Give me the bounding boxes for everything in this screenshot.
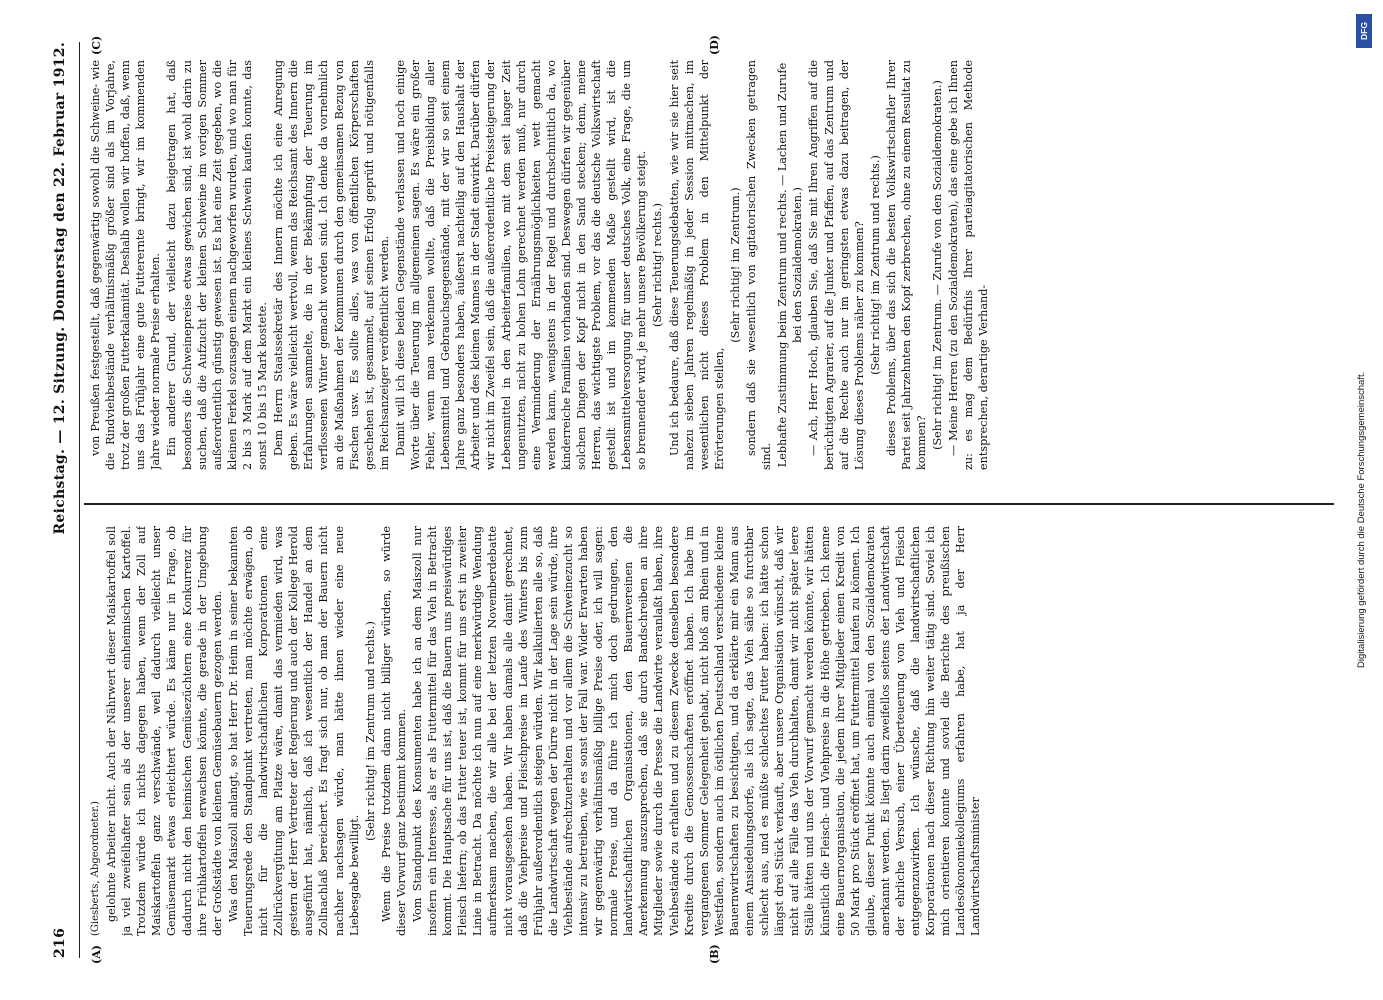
paragraph: gelohnte Arbeiter nicht. Auch der Nährwert dieser Maiskartoffel soll ja viel zweifelhafter sein als der unserer einheimischen Kartoffel. Trotzdem würde ich nichts dagegen haben, wenn der Zoll auf Maiskartoffeln ganz verschwände, weil dadurch vielleicht unser Gemüsemarkt etwas erleichtert würde. Es käme nur in Frage, ob dadurch nicht den heimischen Gemüsezüchtern eine Konkurrenz für ihre Frühkartoffeln erwachsen könnte, die gerade in der Umgebung der Großstädte von kleinen Gemüsebauern gezogen werden. <box>105 526 224 936</box>
interjection: (Sehr richtig! im Zentrum und rechts.) <box>363 621 377 841</box>
interjection: (Sehr richtig! im Zentrum.) <box>728 187 742 343</box>
digitization-sidebar <box>1352 8 1378 988</box>
paragraph: Damit will ich diese beiden Gegenstände verlassen und noch einige Worte über die Teuerung im allgemeinen sagen. Es wäre ein großer Fehler, wenn man verkennen wollte, daß die Preisbildung aller Lebensmittel und Gebrauchsgegenstände, mit der wir so seit einem Jahre ganz besonders haben, äußerst nachteilig auf den Haushalt der Arbeiter und des kleinen Mannes in der Stadt einwirkt. Darüber dürfen wir nicht im Zweifel sein, daß die außerordentliche Preissteigerung der Lebensmittel in den Arbeiterfamilien, wo mit dem seit langer Zeit ungenutzten, nicht zu hohen Lohn gerechnet werden muß, nur durch eine Verminderung der Ernährungsmöglichkeiten wett gemacht werden kann, wenigstens in der Regel und durchschnittlich da, wo kinderreiche Familien vorhanden sind. Deswegen dürfen wir gegenüber solchen Dingen der Kopf nicht in den Sand stecken; denn, meine Herren, das wichtigste Problem, vor das die deutsche Volkswirtschaft gestellt ist und im kommenden Maße gestellt wird, ist die Lebensmittelversorgung für unser deutsches Volk, eine Frage, die um so brennender wird, je mehr unsere Bevölkerung steigt. <box>393 60 649 470</box>
paragraph: Dem Herrn Staatssekretär des Innern möchte ich eine Anregung geben. Es wäre vielleicht wertvoll, wenn das Reichsamt des Innern die Erfahrungen sammelte, die in der Bekämpfung der Teuerung im verflossenen Winter gemacht worden sind. Ich denke da vornehmlich an die Maßnahmen der Kommunen durch den gemeinsamen Bezug von Fischen usw. Es sollte alles, was von öffentlichen Körperschaften geschehen ist, gesammelt, auf seinen Erfolg geprüft und nötigenfalls im Reichsanzeiger veröffentlicht werden. <box>272 60 391 470</box>
paragraph: sondern daß sie wesentlich von agitatorischen Zwecken getragen sind. <box>745 60 774 470</box>
digitization-credit: Digitalisierung gefördert durch die Deutsche Forschungsgemeinschaft. <box>1356 371 1367 668</box>
column-divider <box>84 503 1334 505</box>
paragraph: Und ich bedaure, daß diese Teuerungsdebatten, wie wir sie hier seit nahezu sieben Jahren regelmäßig in jeder Session mitmachen, im wesentlichen nicht dieses Problem in den Mittelpunkt der Erörterungen stellen, <box>667 60 726 470</box>
page-title: Reichstag. — 12. Sitzung. Donnerstag den 22. Februar 1912. <box>52 42 68 535</box>
paragraph: — Ach, Herr Hoch, glauben Sie, daß Sie mit Ihren Angriffen auf die berüchtigten Agrarier, auf die Junker und Pfaffen, auf das Zentrum und auf die Rechte auch nur im geringsten etwas dazu beitragen, der Lösung dieses Problems näher zu kommen? <box>807 60 866 470</box>
paragraph: dieses Problems, über das sich die besten Volkswirtschaftler Ihrer Partei seit Jahrzehnten den Kopf zerbrechen, ohne zu einem Resultat zu kommen? <box>884 60 929 470</box>
dfg-logo-text: DFG <box>1359 22 1370 40</box>
interjection: Lebhafte Zustimmung beim Zentrum und rechts. — Lachen und Zurufe bei den Sozialdemokraten.) <box>776 62 805 468</box>
header-rule <box>79 42 80 958</box>
margin-mark-d: (D) <box>708 35 721 55</box>
document-page <box>48 30 1348 970</box>
left-column <box>88 526 1334 936</box>
interjection: (Sehr richtig! rechts.) <box>651 202 665 328</box>
interjection: (Sehr richtig! im Zentrum und rechts.) <box>868 155 882 375</box>
paragraph: von Preußen festgestellt, daß gegenwärtig sowohl die Schweine- wie die Rindviehbestände verhältnismäßig größer sind als im Vorjahre, trotz der großen Futterkalamität. Deshalb wollen wir hoffen, daß, wenn uns das Frühjahr eine gute Futterernte bringt, wir im kommenden Jahre wieder normale Preise erhalten. <box>89 60 163 470</box>
paragraph: Wenn die Preise trotzdem dann nicht billiger würden, so würde dieser Vorwurf ganz bestimmt kommen. <box>379 526 408 936</box>
right-column <box>88 60 1334 470</box>
page-number: 216 <box>52 927 68 958</box>
speaker-note: (Giesberts, Abgeordneter.) <box>90 801 101 936</box>
paragraph: Vom Standpunkt des Konsumenten habe ich an dem Maiszoll nur insofern ein Interesse, als er als Futtermittel für das Vieh in Betracht kommt. Die Hauptsache für uns ist, daß die Bauern uns preiswürdiges Fleisch liefern; ob das Futter teuer ist, kommt für uns erst in zweiter Linie in Betracht. Da möchte ich nun auf eine merkwürdige Wendung aufmerksam machen, die wir alle bei der letzten Novemberdebatte nicht vorausgesehen haben. Wir haben damals alle damit gerechnet, daß die Viehpreise und Fleischpreise im Laufe des Winters bis zum Frühjahr außerordentlich steigen würden. Wir kalkulierten alle so, daß die Landwirtschaft wegen der Dürre nicht in der Lage sein würde, ihre Viehbestände aufrechtzuerhalten und vor allem die Schweinezucht so intensiv zu betreiben, wie es sonst der Fall war. Wider Erwarten haben wir gegenwärtig verhältnismäßig billige Preise oder, ich will sagen: normale Preise, und da führe ich mich doch gedrungen, den landwirtschaftlichen Organisationen, den Bauernvereinen die Anerkennung auszusprechen, daß sie durch Bandschreiben an ihre Mitglieder sowie durch die Presse die Landwirte veranlaßt haben, ihre Viehbestände zu erhalten und zu diesem Zwecke denselben besondere Kredite durch die Genossenschaften eröffnet haben. Ich habe im vergangenen Sommer Gelegenheit gehabt, nicht bloß am Rhein und in Westfalen, sondern auch im östlichen Deutschland verschiedene kleine Bauernwirtschaften zu besichtigen, und da erklärte mir ein Mann aus einem Ansiedelungsdorfe, als ich sagte, das Vieh sähe so furchtbar schlecht aus, und es müßte schlechtes Futter haben: ich hätte schon längst drei Stück verkauft, aber unsere Organisation wünscht, daß wir nicht auf alle Fälle das Vieh durchhalten, damit wir nicht später leere Ställe hätten und uns der Vorwurf gemacht werden könnte, wir hätten künstlich die Fleisch- und Viehpreise in die Höhe getrieben. Ich kenne eine Bauernorganisation, die jedem ihrer Mitglieder einen Kredit von 50 Mark pro Stück eröffnet hat, um Futtermittel kaufen zu können. Ich glaube, dieser Punkt könnte auch einmal von den Sozialdemokraten anerkannt werden. Es liegt darin zweifellos seitens der Landwirtschaft der ehrliche Versuch, einer Überteuerung von Vieh und Fleisch entgegenzuwirken. Ich wünsche, daß die landwirtschaftlichen Korporationen nach dieser Richtung hin weiter tätig sind. Soviel ich mich orientieren konnte und soviel die Berichte des preußischen Landesökonomiekollegiums erfahren habe, hat ja der Herr Landwirtschaftsminister <box>410 526 983 936</box>
page-header <box>52 42 78 958</box>
paragraph: Ein anderer Grund, der vielleicht dazu beigetragen hat, daß besonders die Schweinepreise etwas gewichen sind, ist wohl darin zu suchen, daß die Aufzucht der kleinen Schweine im vorigen Sommer außerordentlich günstig gewesen ist. Es hat eine Zeit gegeben, wo die kleinen Ferkel sozusagen einem nachgeworfen wurden, und wo man für 2 bis 3 Mark auf dem Markt ein kleines Schwein kaufen konnte, das sonst 10 bis 15 Mark kostete. <box>165 60 270 470</box>
paragraph: Was den Maiszoll anlangt, so hat Herr Dr. Heim in seiner bekannten Teuerungsrede den Standpunkt vertreten, man möchte erwägen, ob nicht für die landwirtschaftlichen Korporationen eine Zollrückvergütung am Platze wäre, damit das vermieden wird, was gestern der Herr Vertreter der Regierung und auch der Kollege Herold ausgeführt hat, nämlich, daß ich wesentlich der Handel an dem Zollnachlaß bereichert. Es fragt sich nur, ob man der Bauern nicht nachher nachsagen würde, man hätte ihnen wieder eine neue Liebesgabe bewilligt. <box>226 526 361 936</box>
margin-mark-c: (C) <box>90 35 103 55</box>
margin-mark-a: (A) <box>90 945 103 964</box>
margin-mark-b: (B) <box>708 944 721 964</box>
interjection: (Sehr richtig! im Zentrum. — Zurufe von den Sozialdemokraten.) <box>931 80 945 450</box>
paragraph: — Meine Herren (zu den Sozialdemokraten), das eine gebe ich Ihnen zu: es mag dem Bedürfnis Ihrer parteiagitatorischen Methode entsprechen, derartige Verhand- <box>947 60 991 470</box>
